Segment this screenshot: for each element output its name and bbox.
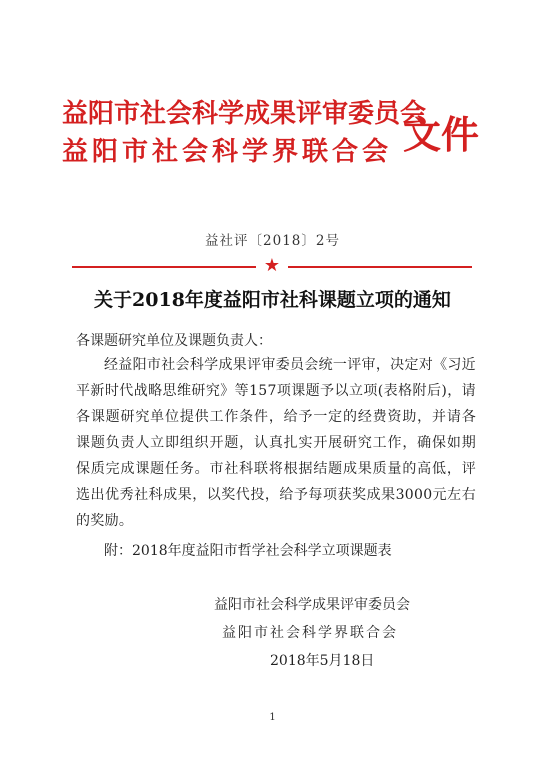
red-divider [72,255,472,276]
document-type-label: 文件 [403,113,480,157]
star-icon: ★ [263,255,281,276]
notice-body: 经益阳市社会科学成果评审委员会统一评审，决定对《习近平新时代战略思维研究》等157项课题予以立项(表格附后)，请各课题研究单位提供工作条件，给予一定的经费资助，并请各课题负责人立即组织开题，认真扎实开展研究工作，确保如期保质完成课题任务。市社科联将根据结题成果质量的高低，评选出优秀社科成果，以奖代投，给予每项获奖成果3000元左右的奖励。 [76,357,476,529]
signature-org-1: 益阳市社会科学成果评审委员会 [214,597,410,613]
signature-date: 2018年5月18日 [270,653,375,669]
document-number: 益社评〔2018〕2号 [205,233,340,249]
attachment-note: 附：2018年度益阳市哲学社会科学立项课题表 [104,543,392,559]
issuer-name-1: 益阳市社会科学成果评审委员会 [62,99,427,129]
notice-title: 关于2018年度益阳市社科课题立项的通知 [94,289,451,311]
page-number: 1 [269,712,276,723]
issuer-name-2: 益阳市社会科学界联合会 [62,137,393,167]
salutation: 各课题研究单位及课题负责人： [76,333,272,349]
signature-org-2: 益阳市社会科学界联合会 [222,625,398,641]
divider-line-left [72,266,256,268]
divider-line-right [288,266,472,268]
